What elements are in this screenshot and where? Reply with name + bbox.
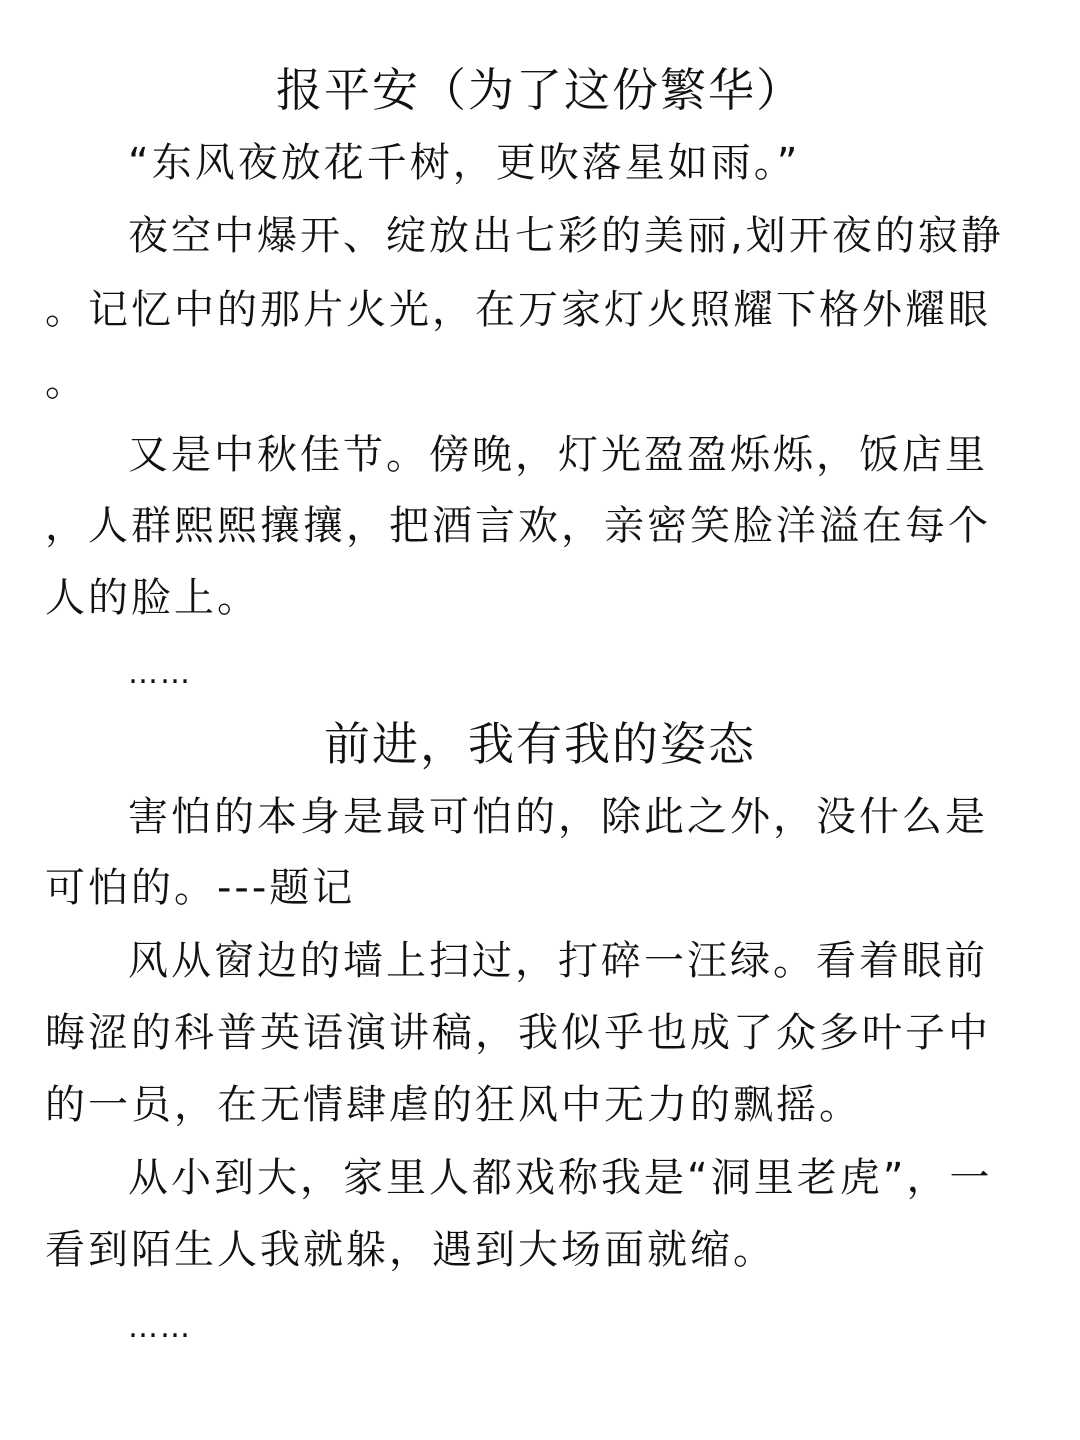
- paragraph-line: 夜空中爆开、绽放出七彩的美丽,划开夜的寂静: [128, 213, 1004, 259]
- paragraph-line: ，人群熙熙攘攘，把酒言欢，亲密笑脸洋溢在每个: [45, 503, 991, 549]
- paragraph-line: “东风夜放花千树，更吹落星如雨。”: [128, 140, 801, 186]
- paragraph-line: 人的脸上。: [45, 575, 260, 621]
- paragraph-line: 的一员，在无情肆虐的狂风中无力的飘摇。: [45, 1082, 862, 1128]
- ellipsis: ……: [128, 656, 192, 691]
- section-1-title: 报平安（为了这份繁华）: [276, 63, 804, 117]
- paragraph-line: 风从窗边的墙上扫过，打碎一汪绿。看着眼前: [128, 938, 988, 984]
- ellipsis: ……: [128, 1310, 192, 1345]
- paragraph-line: 。: [45, 359, 88, 405]
- paragraph-line: 看到陌生人我就躲，遇到大场面就缩。: [45, 1227, 776, 1273]
- paragraph-line: 。记忆中的那片火光，在万家灯火照耀下格外耀眼: [45, 287, 991, 333]
- section-2-title: 前进，我有我的姿态: [324, 717, 756, 771]
- paragraph-line: 又是中秋佳节。傍晚，灯光盈盈烁烁，饭店里: [128, 432, 988, 478]
- paragraph-line: 从小到大，家里人都戏称我是“洞里老虎”，一: [128, 1155, 993, 1201]
- paragraph-line: 害怕的本身是最可怕的，除此之外，没什么是: [128, 794, 988, 840]
- paragraph-line: 可怕的。---题记: [45, 865, 356, 911]
- paragraph-line: 晦涩的科普英语演讲稿，我似乎也成了众多叶子中: [45, 1010, 991, 1056]
